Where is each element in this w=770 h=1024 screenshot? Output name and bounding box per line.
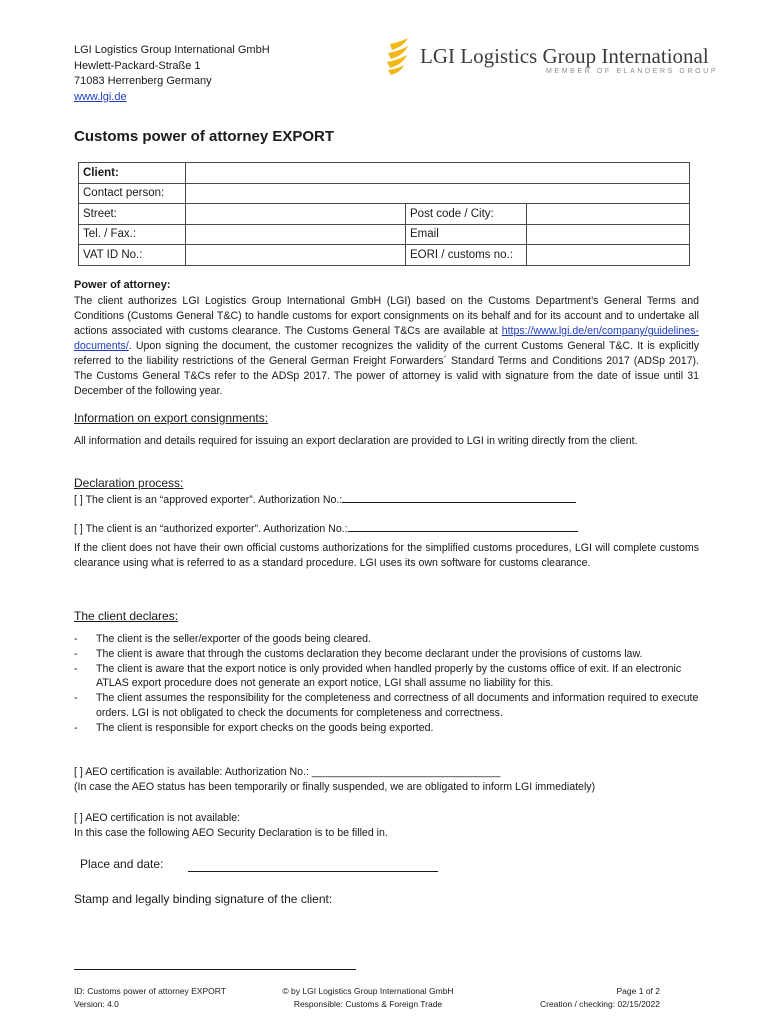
footer-copyright: © by LGI Logistics Group International GmbH bbox=[282, 986, 454, 996]
email-label: Email bbox=[406, 224, 527, 245]
logo-subtitle: MEMBER OF ELANDERS GROUP bbox=[546, 68, 719, 75]
authorized-exporter-row bbox=[74, 521, 578, 535]
street-field[interactable] bbox=[186, 204, 406, 225]
declares-heading: The client declares: bbox=[74, 609, 179, 623]
power-paragraph bbox=[74, 294, 699, 399]
logo-swoosh-icon bbox=[386, 38, 416, 76]
guidelines-link[interactable]: https://www.lgi.de/en/company/guidelines-documents/ bbox=[74, 325, 699, 352]
signature-line[interactable] bbox=[74, 969, 356, 970]
footer-page: Page 1 of 2 bbox=[616, 986, 660, 996]
footer-right bbox=[500, 985, 660, 1010]
footer-creation: Creation / checking: 02/15/2022 bbox=[539, 998, 660, 1009]
page-title: Customs power of attorney EXPORT bbox=[74, 128, 335, 145]
client-label: Client: bbox=[79, 163, 186, 184]
footer-id: ID: Customs power of attorney EXPORT bbox=[74, 986, 226, 996]
list-item: - The client is aware that the export notice is only provided when handled properly by the customs office of exit. If an electronic ATLAS export procedure does not generate an export notice, LGI shall assume no liability for this. bbox=[74, 662, 682, 690]
power-text-1: The client authorizes LGI Logistics Group International GmbH (LGI) based on the Customs Department’s General Terms and Conditions (Customs General T&C) to handle customs for export consignments on its behalf and for its account and to undertake all actions associated with customs clearance. The Customs General T&Cs are available at bbox=[74, 295, 699, 337]
authorized-exporter-checkbox[interactable]: [ ] The client is an “authorized exporter”. Authorization No.: bbox=[74, 523, 348, 535]
export-info-heading: Information on export consignments: bbox=[74, 411, 269, 425]
company-website-link[interactable]: www.lgi.de bbox=[74, 90, 127, 103]
aeo-not-available-checkbox[interactable]: [ ] AEO certification is not available: bbox=[74, 812, 241, 824]
postcode-field[interactable] bbox=[527, 204, 690, 225]
approved-exporter-row bbox=[74, 492, 576, 506]
approved-exporter-checkbox[interactable]: [ ] The client is an “approved exporter”. Authorization No.: bbox=[74, 494, 343, 506]
list-item: - The client is responsible for export checks on the goods being exported. bbox=[74, 721, 434, 734]
power-heading: Power of attorney: bbox=[74, 279, 171, 291]
company-name: LGI Logistics Group International GmbH bbox=[74, 44, 270, 56]
eori-label: EORI / customs no.: bbox=[406, 245, 527, 266]
email-field[interactable] bbox=[527, 224, 690, 245]
client-info-table bbox=[78, 162, 690, 266]
declares-list bbox=[74, 632, 699, 736]
place-date-label: Place and date: bbox=[80, 857, 164, 871]
street-label: Street: bbox=[79, 204, 186, 225]
declaration-heading: Declaration process: bbox=[74, 476, 184, 490]
footer-version: Version: 4.0 bbox=[74, 998, 119, 1009]
eori-field[interactable] bbox=[527, 245, 690, 266]
client-field[interactable] bbox=[186, 163, 690, 184]
company-street: Hewlett-Packard-Straße 1 bbox=[74, 59, 201, 72]
postcode-label: Post code / City: bbox=[406, 204, 527, 225]
signature-label: Stamp and legally binding signature of the client: bbox=[74, 892, 333, 906]
list-item: - The client assumes the responsibility for the completeness and correctness of all documents and information required to execute orders. LGI is not obligated to check the documents for completeness and correctness. bbox=[74, 692, 699, 719]
list-item: - The client is aware that through the customs declaration they become declarant under the provisions of customs law. bbox=[74, 647, 643, 660]
aeo-available-checkbox[interactable]: [ ] AEO certification is available: Authorization No.: ________________________________ bbox=[74, 766, 501, 778]
list-item: - The client is the seller/exporter of the goods being cleared. bbox=[74, 633, 372, 645]
export-info-text: All information and details required for issuing an export declaration are provided to LGI in writing directly from the client. bbox=[74, 435, 638, 447]
footer-center bbox=[268, 985, 468, 1010]
contact-field[interactable] bbox=[186, 183, 690, 204]
authorized-auth-line[interactable] bbox=[348, 521, 578, 532]
aeo-available-note: (In case the AEO status has been temporarily or finally suspended, we are obligated to inform LGI immediately) bbox=[74, 781, 596, 793]
company-address bbox=[74, 43, 270, 105]
place-date-line[interactable] bbox=[188, 871, 438, 872]
power-text-2: . Upon signing the document, the customer recognizes the validity of the current Customs General T&C. It is explicitly referred to the liability restrictions of the General German Freight Forwarders´ Standard Terms and Conditions 2017 (ADSp 2017). The Customs General T&Cs refer to the ADSp 2017. The power of attorney is valid with signature from the date of issue until 31 December of the following year. bbox=[74, 340, 699, 397]
logo-text: LGI Logistics Group International bbox=[420, 44, 709, 68]
declaration-text: If the client does not have their own official customs authorizations for the simplified customs procedures, LGI will complete customs clearance using what is referred to as a standard procedure. LGI uses its own software for customs clearance. bbox=[74, 542, 699, 569]
vat-field[interactable] bbox=[186, 245, 406, 266]
lgi-logo bbox=[386, 38, 719, 80]
footer-left bbox=[74, 985, 226, 1010]
footer-responsible: Responsible: Customs & Foreign Trade bbox=[293, 998, 443, 1009]
tel-label: Tel. / Fax.: bbox=[79, 224, 186, 245]
approved-auth-line[interactable] bbox=[342, 492, 576, 503]
company-city: 71083 Herrenberg Germany bbox=[74, 75, 212, 87]
contact-label: Contact person: bbox=[79, 183, 186, 204]
vat-label: VAT ID No.: bbox=[79, 245, 186, 266]
tel-field[interactable] bbox=[186, 224, 406, 245]
aeo-not-available-note: In this case the following AEO Security Declaration is to be filled in. bbox=[74, 827, 388, 839]
